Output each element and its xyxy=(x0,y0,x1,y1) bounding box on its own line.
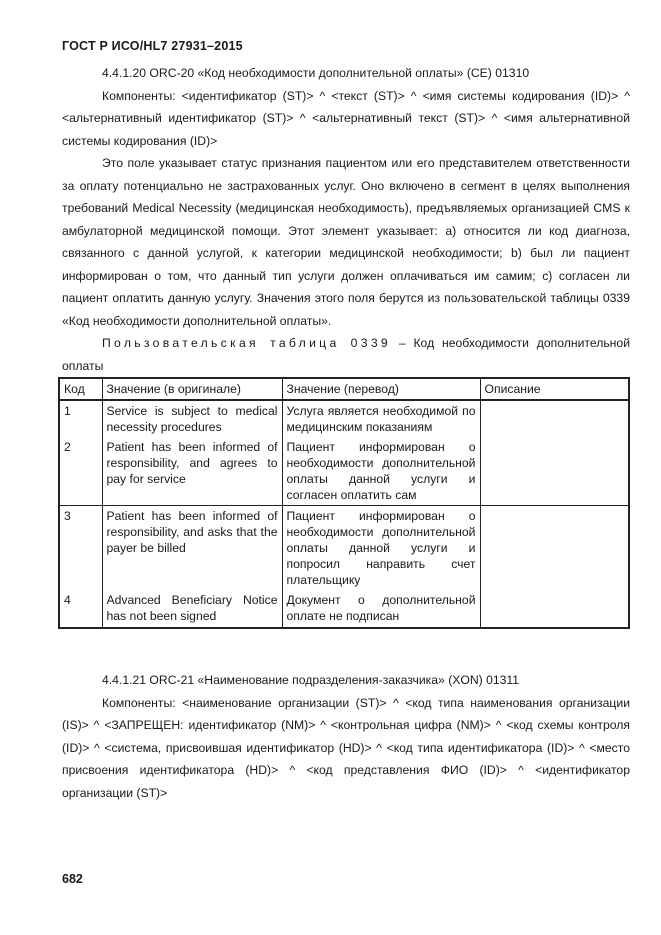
table-row xyxy=(59,437,629,506)
section-orc-21 xyxy=(62,669,630,804)
components-paragraph: Компоненты: <наименование организации (ST)> ^ <код типа наименования организации (IS)> ^ <ЗАПРЕЩЕН: идентификатор (NM)> ^ <контрольная цифра (NM)> ^ <код схемы контроля (ID)> ^ <система, присвоившая идентификатор (HD)> ^ <код типа идентификатора (ID)> ^ <место присвоения идентификатора (HD)> ^ <код представления ФИО (ID)> ^ <идентификатор организации (ST)> xyxy=(62,695,630,800)
cell-description xyxy=(480,437,629,506)
cell-code: 4 xyxy=(64,593,71,607)
description-paragraph: Это поле указывает статус признания пациентом или его представителем ответственности за оплату потенциально не застрахованных услуг. Оно включено в сегмент в целях выполнения требований Medical Necessity (медицинская необходимость), предъявляемых организацией CMS к амбулаторной медицинской помощи. Этот элемент указывает: а) относится ли код диагноза, связанного с данной услугой, к категории медицинской необходимости; b) был ли пациент информирован о том, что данный тип услуги должен оплачиваться им самим; с) согласен ли пациент оплатить данную услугу. Значения этого поля берутся из пользовательской таблицы 0339 «Код необходимости дополнительной оплаты». xyxy=(62,156,630,328)
cell-original: Service is subject to medical necessity procedures xyxy=(102,400,282,437)
column-header-code: Код xyxy=(59,378,102,400)
document-header: ГОСТ Р ИСО/HL7 27931–2015 xyxy=(62,39,243,53)
table-caption-title: – Код необходимости дополнительной оплаты xyxy=(62,336,630,373)
table-row xyxy=(59,506,629,591)
cell-code: 1 xyxy=(64,404,71,418)
cell-code: 3 xyxy=(64,509,71,523)
cell-original: Advanced Beneficiary Notice has not been signed xyxy=(102,590,282,628)
table-row xyxy=(59,400,629,437)
cell-code: 2 xyxy=(59,437,102,506)
cell-description xyxy=(480,590,629,628)
components-paragraph: Компоненты: <идентификатор (ST)> ^ <текст (ST)> ^ <имя системы кодирования (ID)> ^ <альтернативный идентификатор (ST)> ^ <альтернативный текст (ST)> ^ <имя альтернативной системы кодирования (ID)> xyxy=(62,88,630,148)
column-header-original: Значение (в оригинале) xyxy=(102,378,282,400)
table-row xyxy=(59,590,629,628)
table-caption-label: Пользовательская таблица 0339 xyxy=(102,336,391,350)
table-caption xyxy=(62,332,630,377)
cell-description xyxy=(480,506,629,591)
cell-description xyxy=(480,400,629,437)
cell-translation: Документ о дополнительной оплате не подписан xyxy=(282,590,480,628)
section-orc-20 xyxy=(62,62,630,629)
column-header-description: Описание xyxy=(480,378,629,400)
page-number: 682 xyxy=(62,872,83,886)
cell-translation: Услуга является необходимой по медицинским показаниям xyxy=(282,400,480,437)
section-title: 4.4.1.21 ORC-21 «Наименование подразделения-заказчика» (XON) 01311 xyxy=(102,673,520,687)
column-header-translation: Значение (перевод) xyxy=(282,378,480,400)
section-title: 4.4.1.20 ORC-20 «Код необходимости дополнительной оплаты» (CE) 01310 xyxy=(102,66,530,80)
user-table-0339 xyxy=(58,377,630,629)
cell-original: Patient has been informed of responsibility, and agrees to pay for service xyxy=(102,437,282,506)
cell-original: Patient has been informed of responsibility, and asks that the payer be billed xyxy=(102,506,282,591)
table-header-row xyxy=(59,378,629,400)
cell-translation: Пациент информирован о необходимости дополнительной оплаты данной услуги и попросил направить счет плательщику xyxy=(282,506,480,591)
cell-translation: Пациент информирован о необходимости дополнительной оплаты данной услуги и согласен оплатить сам xyxy=(282,437,480,506)
